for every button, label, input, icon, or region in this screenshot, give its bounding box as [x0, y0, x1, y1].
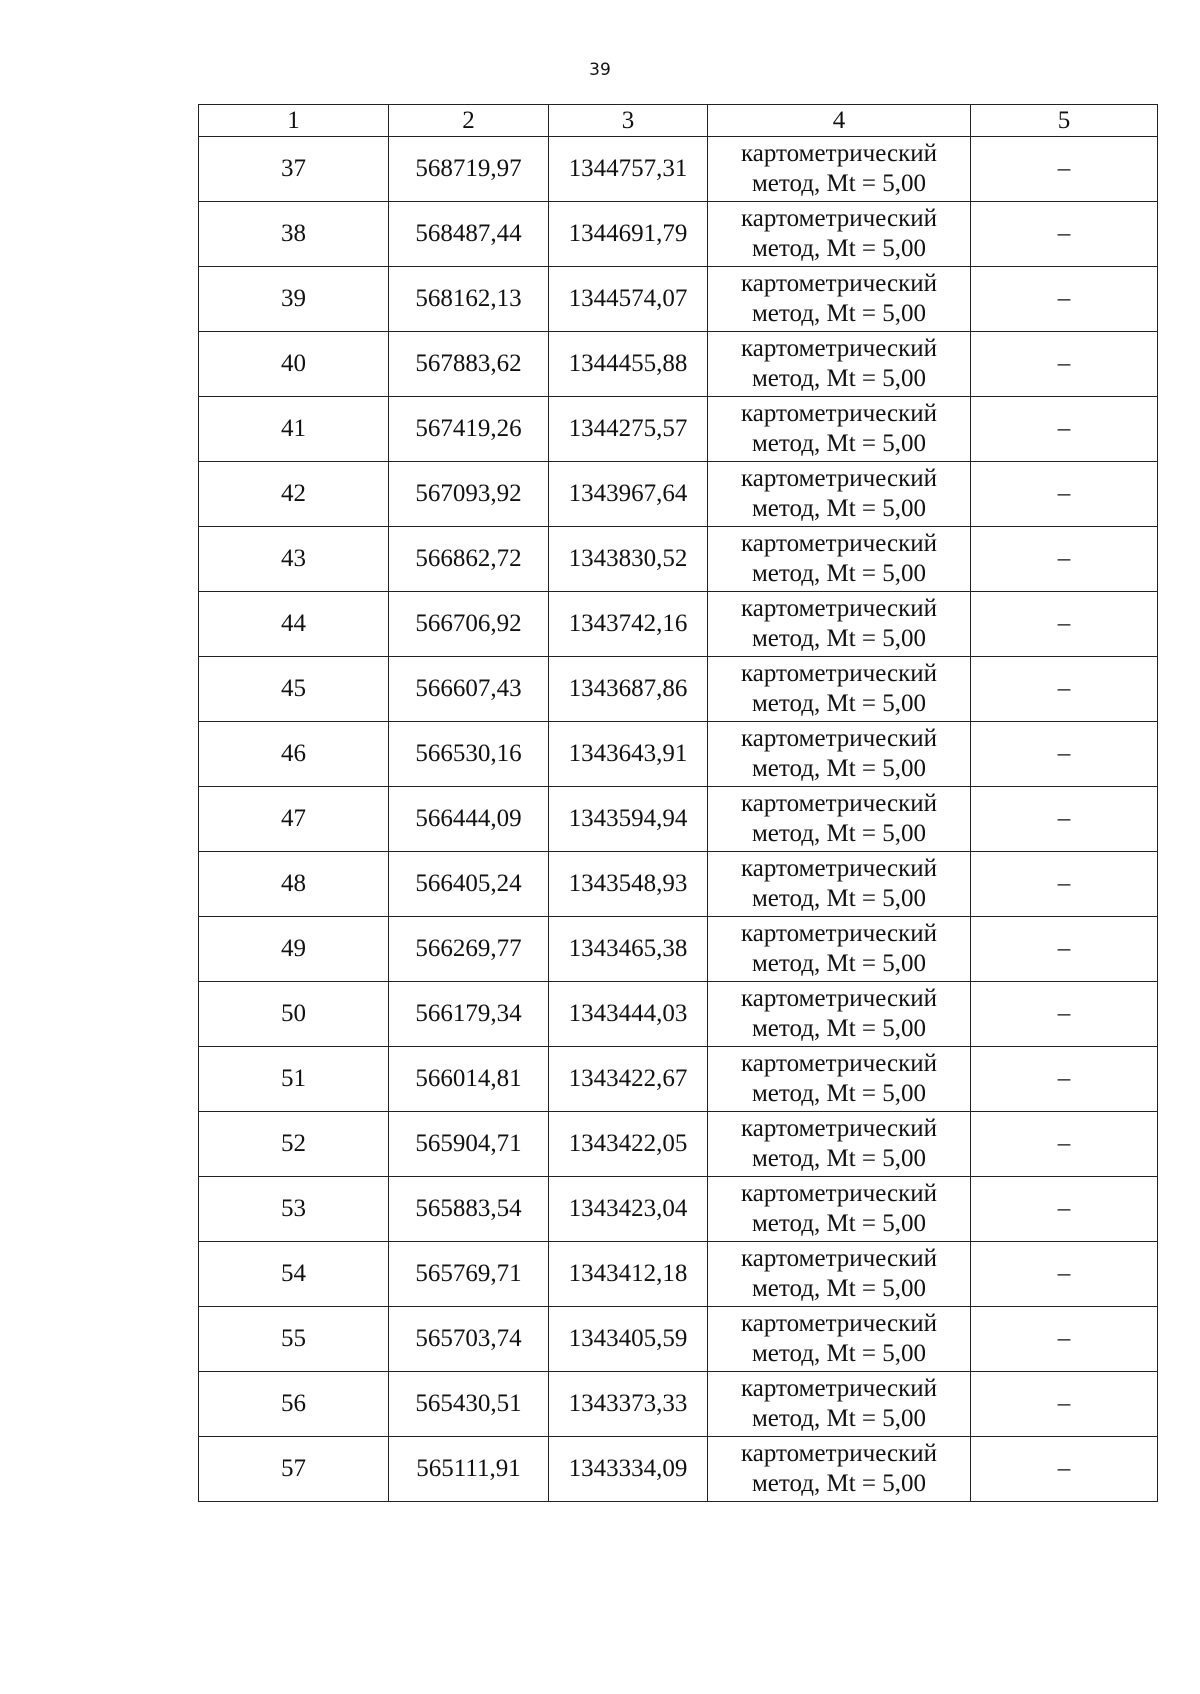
point-number-cell: 39 [199, 267, 389, 332]
method-cell [708, 1242, 971, 1307]
x-coordinate-cell: 565904,71 [389, 1112, 549, 1177]
point-number-cell: 52 [199, 1112, 389, 1177]
note-cell: – [971, 397, 1158, 462]
method-cell [708, 267, 971, 332]
x-coordinate-cell: 566607,43 [389, 657, 549, 722]
point-number-cell: 46 [199, 722, 389, 787]
note-cell: – [971, 1177, 1158, 1242]
method-cell [708, 1047, 971, 1112]
method-line-2: метод, Mt = 5,00 [751, 365, 927, 392]
method-line-2: метод, Mt = 5,00 [751, 1405, 927, 1432]
method-cell [708, 787, 971, 852]
x-coordinate-cell: 568719,97 [389, 137, 549, 202]
y-coordinate-cell: 1343423,04 [549, 1177, 708, 1242]
method-line-2: метод, Mt = 5,00 [751, 1275, 927, 1302]
y-coordinate-cell: 1343594,94 [549, 787, 708, 852]
y-coordinate-cell: 1344275,57 [549, 397, 708, 462]
note-cell: – [971, 1242, 1158, 1307]
method-line-1: картометрический [741, 725, 937, 752]
note-cell: – [971, 1307, 1158, 1372]
method-line-1: картометрический [741, 1245, 937, 1272]
method-cell [708, 137, 971, 202]
table-row [199, 852, 1158, 917]
method-cell [708, 332, 971, 397]
point-number-cell: 42 [199, 462, 389, 527]
method-line-1: картометрический [741, 1180, 937, 1207]
point-number-cell: 38 [199, 202, 389, 267]
method-line-2: метод, Mt = 5,00 [751, 235, 927, 262]
method-line-1: картометрический [741, 140, 937, 167]
point-number-cell: 40 [199, 332, 389, 397]
point-number-cell: 37 [199, 137, 389, 202]
note-cell: – [971, 202, 1158, 267]
page-number: 39 [589, 60, 611, 80]
point-number-cell: 41 [199, 397, 389, 462]
x-coordinate-cell: 567093,92 [389, 462, 549, 527]
x-coordinate-cell: 568162,13 [389, 267, 549, 332]
column-header-4: 4 [708, 105, 971, 137]
method-line-2: метод, Mt = 5,00 [751, 495, 927, 522]
y-coordinate-cell: 1343405,59 [549, 1307, 708, 1372]
method-cell [708, 852, 971, 917]
y-coordinate-cell: 1343687,86 [549, 657, 708, 722]
table-body [199, 137, 1158, 1502]
method-line-1: картометрический [741, 1115, 937, 1142]
method-line-1: картометрический [741, 530, 937, 557]
table-row [199, 397, 1158, 462]
x-coordinate-cell: 565111,91 [389, 1437, 549, 1502]
y-coordinate-cell: 1344574,07 [549, 267, 708, 332]
method-cell [708, 527, 971, 592]
table-row [199, 202, 1158, 267]
table-row [199, 1112, 1158, 1177]
x-coordinate-cell: 567883,62 [389, 332, 549, 397]
x-coordinate-cell: 566862,72 [389, 527, 549, 592]
x-coordinate-cell: 566706,92 [389, 592, 549, 657]
method-cell [708, 202, 971, 267]
table-row [199, 787, 1158, 852]
y-coordinate-cell: 1343422,67 [549, 1047, 708, 1112]
method-line-1: картометрический [741, 985, 937, 1012]
column-header-2: 2 [389, 105, 549, 137]
y-coordinate-cell: 1343643,91 [549, 722, 708, 787]
method-line-2: метод, Mt = 5,00 [751, 1210, 927, 1237]
method-cell [708, 1177, 971, 1242]
method-line-2: метод, Mt = 5,00 [751, 1340, 927, 1367]
table-row [199, 267, 1158, 332]
method-line-1: картометрический [741, 465, 937, 492]
x-coordinate-cell: 565430,51 [389, 1372, 549, 1437]
table-row [199, 332, 1158, 397]
column-header-1: 1 [199, 105, 389, 137]
method-line-1: картометрический [741, 920, 937, 947]
method-line-2: метод, Mt = 5,00 [751, 950, 927, 977]
point-number-cell: 54 [199, 1242, 389, 1307]
method-line-2: метод, Mt = 5,00 [751, 430, 927, 457]
table-row [199, 982, 1158, 1047]
table-row [199, 1372, 1158, 1437]
y-coordinate-cell: 1343412,18 [549, 1242, 708, 1307]
table-row [199, 527, 1158, 592]
x-coordinate-cell: 565703,74 [389, 1307, 549, 1372]
table-row [199, 657, 1158, 722]
x-coordinate-cell: 568487,44 [389, 202, 549, 267]
note-cell: – [971, 917, 1158, 982]
note-cell: – [971, 462, 1158, 527]
note-cell: – [971, 657, 1158, 722]
method-line-2: метод, Mt = 5,00 [751, 885, 927, 912]
method-line-1: картометрический [741, 205, 937, 232]
method-line-2: метод, Mt = 5,00 [751, 170, 927, 197]
x-coordinate-cell: 566444,09 [389, 787, 549, 852]
table-row [199, 137, 1158, 202]
x-coordinate-cell: 565883,54 [389, 1177, 549, 1242]
method-line-2: метод, Mt = 5,00 [751, 300, 927, 327]
method-line-2: метод, Mt = 5,00 [751, 1080, 927, 1107]
method-line-2: метод, Mt = 5,00 [751, 820, 927, 847]
point-number-cell: 49 [199, 917, 389, 982]
x-coordinate-cell: 565769,71 [389, 1242, 549, 1307]
y-coordinate-cell: 1343444,03 [549, 982, 708, 1047]
method-line-1: картометрический [741, 660, 937, 687]
table-row [199, 462, 1158, 527]
method-line-2: метод, Mt = 5,00 [751, 625, 927, 652]
note-cell: – [971, 137, 1158, 202]
note-cell: – [971, 787, 1158, 852]
method-cell [708, 722, 971, 787]
y-coordinate-cell: 1343373,33 [549, 1372, 708, 1437]
note-cell: – [971, 982, 1158, 1047]
method-line-1: картометрический [741, 595, 937, 622]
point-number-cell: 47 [199, 787, 389, 852]
y-coordinate-cell: 1344455,88 [549, 332, 708, 397]
method-line-1: картометрический [741, 400, 937, 427]
method-line-1: картометрический [741, 1440, 937, 1467]
method-cell [708, 397, 971, 462]
method-line-2: метод, Mt = 5,00 [751, 1470, 927, 1497]
x-coordinate-cell: 566269,77 [389, 917, 549, 982]
y-coordinate-cell: 1343422,05 [549, 1112, 708, 1177]
note-cell: – [971, 592, 1158, 657]
note-cell: – [971, 527, 1158, 592]
x-coordinate-cell: 566530,16 [389, 722, 549, 787]
method-cell [708, 1307, 971, 1372]
y-coordinate-cell: 1344691,79 [549, 202, 708, 267]
method-line-1: картометрический [741, 1375, 937, 1402]
point-number-cell: 55 [199, 1307, 389, 1372]
note-cell: – [971, 332, 1158, 397]
y-coordinate-cell: 1343334,09 [549, 1437, 708, 1502]
method-cell [708, 1372, 971, 1437]
coordinates-table [198, 104, 1158, 1502]
point-number-cell: 53 [199, 1177, 389, 1242]
method-cell [708, 917, 971, 982]
table-row [199, 722, 1158, 787]
note-cell: – [971, 722, 1158, 787]
table-row [199, 1307, 1158, 1372]
point-number-cell: 44 [199, 592, 389, 657]
y-coordinate-cell: 1343548,93 [549, 852, 708, 917]
note-cell: – [971, 1112, 1158, 1177]
y-coordinate-cell: 1343967,64 [549, 462, 708, 527]
point-number-cell: 45 [199, 657, 389, 722]
method-line-1: картометрический [741, 335, 937, 362]
point-number-cell: 56 [199, 1372, 389, 1437]
table-row [199, 1177, 1158, 1242]
method-line-2: метод, Mt = 5,00 [751, 755, 927, 782]
method-cell [708, 592, 971, 657]
table-row [199, 1242, 1158, 1307]
table-row [199, 917, 1158, 982]
column-header-3: 3 [549, 105, 708, 137]
point-number-cell: 48 [199, 852, 389, 917]
method-cell [708, 1112, 971, 1177]
y-coordinate-cell: 1344757,31 [549, 137, 708, 202]
method-cell [708, 462, 971, 527]
note-cell: – [971, 1372, 1158, 1437]
point-number-cell: 57 [199, 1437, 389, 1502]
y-coordinate-cell: 1343830,52 [549, 527, 708, 592]
method-cell [708, 982, 971, 1047]
method-cell [708, 657, 971, 722]
method-line-2: метод, Mt = 5,00 [751, 1145, 927, 1172]
method-line-1: картометрический [741, 1050, 937, 1077]
note-cell: – [971, 852, 1158, 917]
point-number-cell: 50 [199, 982, 389, 1047]
table-header-row [199, 105, 1158, 137]
method-line-2: метод, Mt = 5,00 [751, 560, 927, 587]
note-cell: – [971, 1047, 1158, 1112]
point-number-cell: 51 [199, 1047, 389, 1112]
method-line-1: картометрический [741, 790, 937, 817]
table-row [199, 1437, 1158, 1502]
method-line-2: метод, Mt = 5,00 [751, 690, 927, 717]
table-row [199, 1047, 1158, 1112]
method-line-2: метод, Mt = 5,00 [751, 1015, 927, 1042]
x-coordinate-cell: 566179,34 [389, 982, 549, 1047]
method-line-1: картометрический [741, 855, 937, 882]
table-row [199, 592, 1158, 657]
x-coordinate-cell: 566014,81 [389, 1047, 549, 1112]
x-coordinate-cell: 566405,24 [389, 852, 549, 917]
y-coordinate-cell: 1343742,16 [549, 592, 708, 657]
method-line-1: картометрический [741, 270, 937, 297]
column-header-5: 5 [971, 105, 1158, 137]
y-coordinate-cell: 1343465,38 [549, 917, 708, 982]
x-coordinate-cell: 567419,26 [389, 397, 549, 462]
note-cell: – [971, 267, 1158, 332]
method-cell [708, 1437, 971, 1502]
point-number-cell: 43 [199, 527, 389, 592]
note-cell: – [971, 1437, 1158, 1502]
method-line-1: картометрический [741, 1310, 937, 1337]
